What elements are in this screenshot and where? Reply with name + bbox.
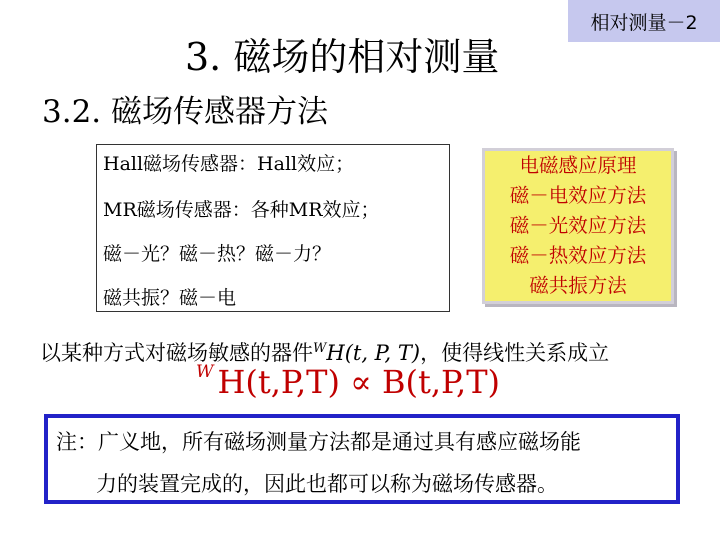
formula-expression: H(t,P,T) ∝ B(t,P,T) bbox=[217, 363, 501, 401]
method-line-magneto-thermal: 磁－热效应方法 bbox=[509, 244, 647, 267]
sensor-line-hall: Hall磁场传感器：Hall效应； bbox=[103, 153, 355, 175]
note-line-1: 注：广义地，所有磁场测量方法都是通过具有感应磁场能 bbox=[56, 430, 581, 454]
note-box bbox=[44, 414, 680, 504]
method-line-magneto-optic: 磁－光效应方法 bbox=[509, 214, 647, 237]
method-line-magneto-electric: 磁－电效应方法 bbox=[509, 184, 647, 207]
proportionality-formula bbox=[196, 362, 500, 401]
statement-superscript: W bbox=[313, 341, 327, 356]
method-line-induction: 电磁感应原理 bbox=[519, 154, 637, 177]
methods-highlight-box bbox=[482, 148, 674, 304]
page-title: 3. 磁场的相对测量 bbox=[185, 35, 500, 79]
sensor-types-box bbox=[96, 144, 450, 312]
sensor-line-resonance: 磁共振？磁－电 bbox=[103, 287, 237, 309]
note-line-2: 力的装置完成的，因此也都可以称为磁场传感器。 bbox=[96, 472, 558, 496]
section-subtitle: 3.2. 磁场传感器方法 bbox=[42, 94, 329, 130]
statement-math: H(t, P, T) bbox=[326, 341, 421, 365]
slide-tag: 相对测量－2 bbox=[568, 0, 720, 42]
formula-superscript: W bbox=[196, 362, 214, 382]
sensor-line-mr: MR磁场传感器：各种MR效应； bbox=[103, 199, 380, 221]
sensor-line-effects: 磁－光？磁－热？磁－力？ bbox=[103, 243, 332, 265]
statement-suffix: ，使得线性关系成立 bbox=[420, 341, 610, 365]
method-line-resonance: 磁共振方法 bbox=[529, 274, 627, 297]
statement-prefix: 以某种方式对磁场敏感的器件 bbox=[40, 341, 313, 365]
